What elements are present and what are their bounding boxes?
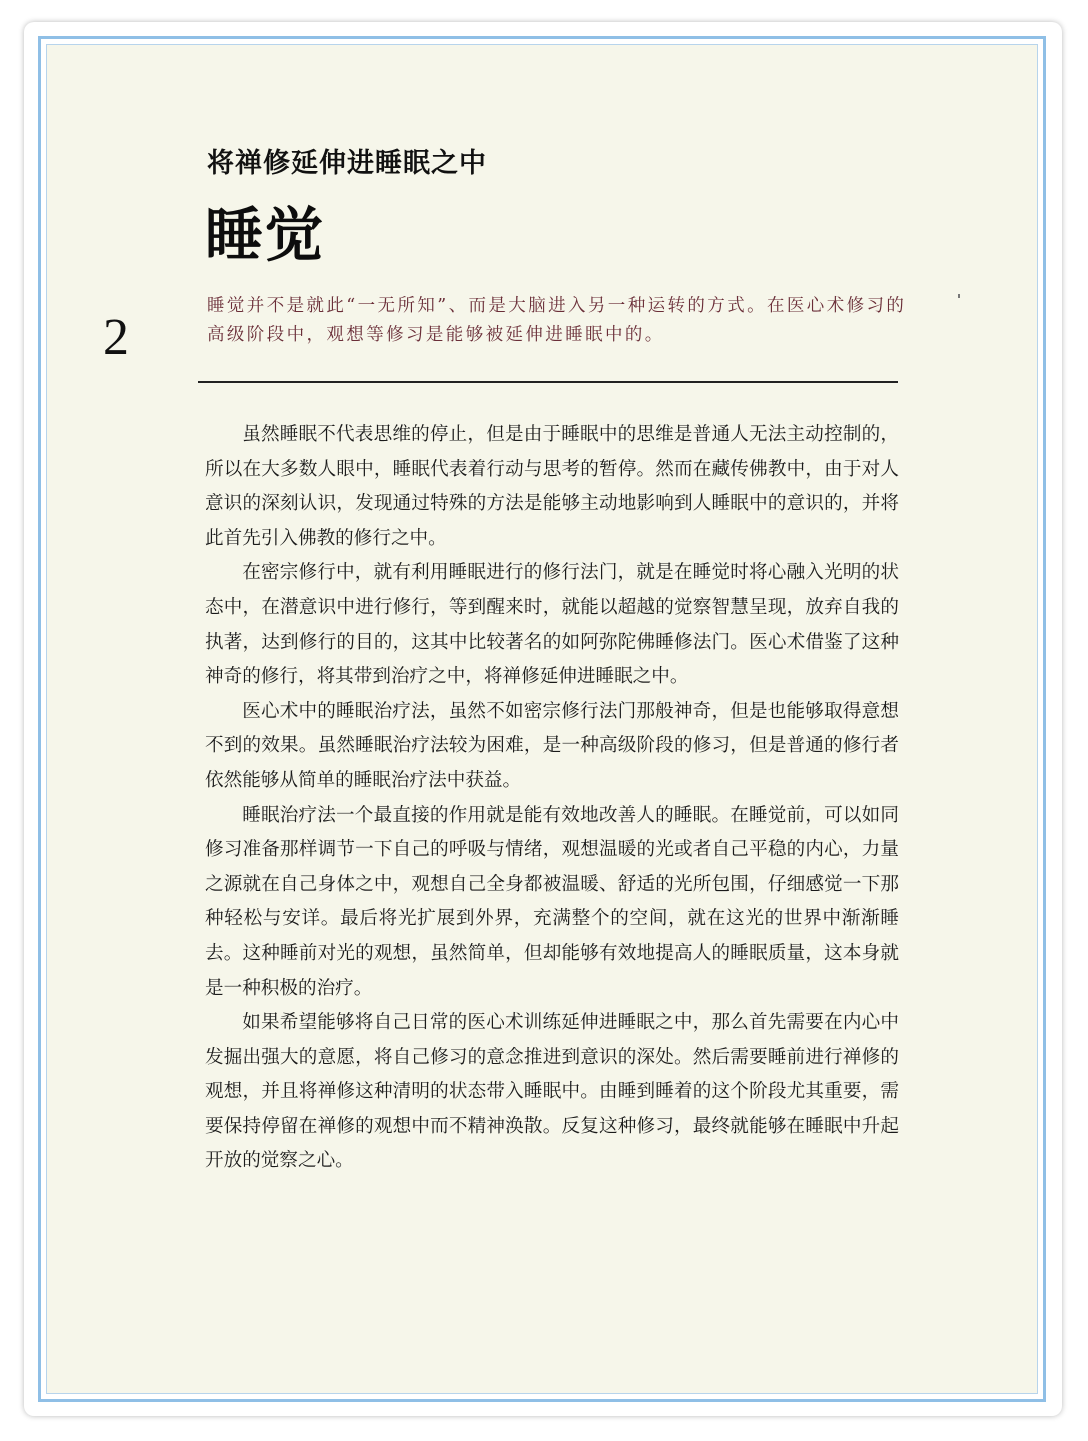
chapter-number: 2 [103, 309, 129, 366]
paragraph: 医心术中的睡眠治疗法，虽然不如密宗修行法门那般神奇，但是也能够取得意想不到的效果。虽然睡眠治疗法较为困难，是一种高级阶段的修习，但是普通的修行者依然能够从简单的睡眠治疗法中获益。 [205, 700, 899, 791]
chapter-subtitle: 将禅修延伸进睡眠之中 [207, 148, 487, 179]
chapter-title: 睡觉 [205, 201, 326, 269]
paragraph: 在密宗修行中，就有利用睡眠进行的修行法门，就是在睡觉时将心融入光明的状态中，在潜意识中进行修行，等到醒来时，就能以超越的觉察智慧呈现，放弃自我的执著，达到修行的目的，这其中比较著名的如阿弥陀佛睡修法门。医心术借鉴了这种神奇的修行，将其带到治疗之中，将禅修延伸进睡眠之中。 [205, 562, 899, 688]
paragraph: 虽然睡眠不代表思维的停止，但是由于睡眠中的思维是普通人无法主动控制的，所以在大多数人眼中，睡眠代表着行动与思考的暂停。然而在藏传佛教中，由于对人意识的深刻认识，发现通过特殊的方法是能够主动地影响到人睡眠中的意识的，并将此首先引入佛教的修行之中。 [205, 424, 899, 549]
stray-mark [958, 294, 960, 298]
paragraph: 如果希望能够将自己日常的医心术训练延伸进睡眠之中，那么首先需要在内心中发掘出强大的意愿，将自己修习的意念推进到意识的深处。然后需要睡前进行禅修的观想，并且将禅修这种清明的状态带入睡眠中。由睡到睡着的这个阶段尤其重要，需要保持停留在禅修的观想中而不精神涣散。反复这种修习，最终就能够在睡眠中升起开放的觉察之心。 [205, 1012, 899, 1172]
section-divider [198, 381, 898, 383]
body-text [205, 418, 899, 1179]
chapter-intro: 睡觉并不是就此“一无所知”、而是大脑进入另一种运转的方式。在医心术修习的高级阶段中，观想等修习是能够被延伸进睡眠中的。 [207, 296, 907, 345]
paragraph: 睡眠治疗法一个最直接的作用就是能有效地改善人的睡眠。在睡觉前，可以如同修习准备那样调节一下自己的呼吸与情绪，观想温暖的光或者自己平稳的内心，力量之源就在自己身体之中，观想自己全身都被温暖、舒适的光所包围，仔细感觉一下那种轻松与安详。最后将光扩展到外界，充满整个的空间，就在这光的世界中渐渐睡去。这种睡前对光的观想，虽然简单，但却能够有效地提高人的睡眠质量，这本身就是一种积极的治疗。 [205, 804, 899, 999]
